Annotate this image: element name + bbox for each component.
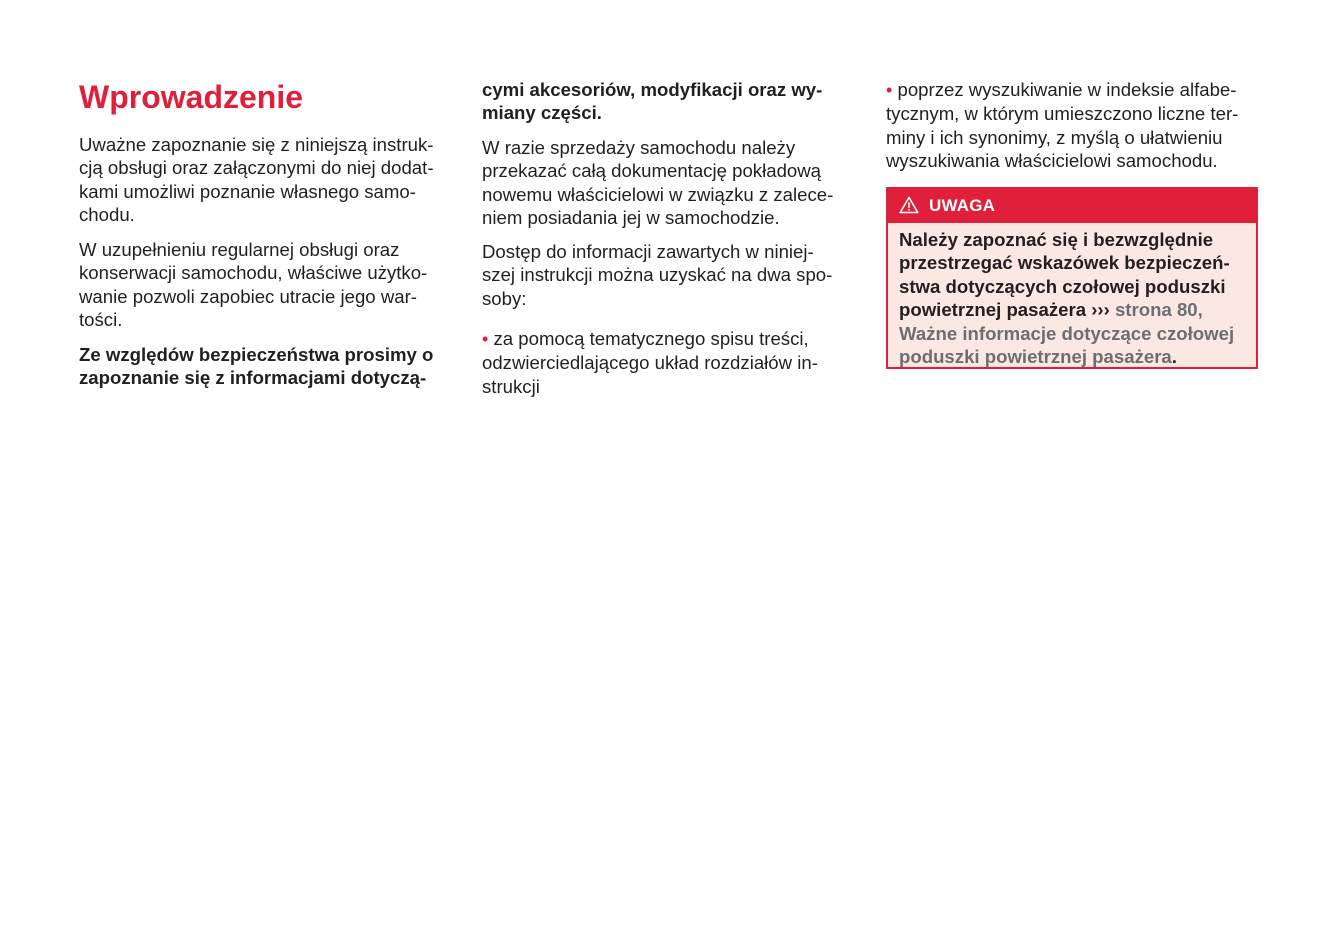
page-title: Wprowadzenie <box>79 79 304 115</box>
text-line: Uważne zapoznanie się z niniejszą instruk- <box>79 134 434 155</box>
bullet-item-toc <box>482 327 818 398</box>
safety-paragraph-continued <box>482 78 822 125</box>
text-line: stwa dotyczących czołowej poduszki <box>899 275 1226 297</box>
text-line: powietrznej pasażera <box>899 299 1087 321</box>
text-line: konserwacji samochodu, właściwe użytko- <box>79 262 428 284</box>
maintenance-paragraph <box>79 238 427 332</box>
text-line: tości. <box>79 309 123 331</box>
bullet-icon: • <box>482 329 489 349</box>
access-paragraph <box>482 240 832 310</box>
text-line: W uzupełnieniu regularnej obsługi oraz <box>79 239 400 260</box>
text-line: zapoznanie się z informacjami dotyczą- <box>79 367 427 389</box>
safety-paragraph <box>79 343 433 390</box>
text-line: Należy zapoznać się i bezwzględnie <box>899 229 1214 250</box>
text-line: strukcji <box>482 375 540 397</box>
text-line: miany części. <box>482 102 602 124</box>
warning-header <box>888 189 1256 223</box>
sale-paragraph <box>482 136 833 230</box>
text-line: szej instrukcji można uzyskać na dwa spo- <box>482 264 833 286</box>
text-line: tycznym, w którym umieszczono liczne ter- <box>886 103 1239 125</box>
text-line: niem posiadania jej w samochodzie. <box>482 207 780 229</box>
warning-box <box>886 187 1258 369</box>
text-line: wyszukiwania właścicielowi samochodu. <box>886 150 1218 172</box>
text-line: miny i ich synonimy, z myślą o ułatwieniu <box>886 126 1223 148</box>
warning-triangle-icon <box>899 196 919 214</box>
bullet-icon: • <box>886 80 893 100</box>
warning-title: UWAGA <box>929 196 996 215</box>
page-reference-link[interactable]: strona 80, <box>1114 299 1203 321</box>
text-line: chodu. <box>79 204 135 226</box>
text-line: przestrzegać wskazówek bezpieczeń- <box>899 252 1230 274</box>
text-line: W razie sprzedaży samochodu należy <box>482 137 796 158</box>
period: . <box>1171 346 1177 368</box>
text-line: soby: <box>482 287 527 309</box>
text-line: nowemu właścicielowi w związku z zalece- <box>482 183 834 205</box>
reference-arrows-icon: ››› <box>1091 299 1110 321</box>
page-reference-link[interactable]: Ważne informacje dotyczące czołowej <box>899 322 1235 344</box>
text-line: Ze względów bezpieczeństwa prosimy o <box>79 344 434 365</box>
warning-text <box>899 228 1234 368</box>
text-line: Dostęp do informacji zawartych w niniej- <box>482 241 814 262</box>
text-line: odzwierciedlającego układ rozdziałów in- <box>482 352 818 374</box>
text-line: przekazać całą dokumentację pokładową <box>482 160 822 182</box>
text-line: poprzez wyszukiwanie w indeksie alfabe- <box>897 79 1237 100</box>
text-line: kami umożliwi poznanie własnego samo- <box>79 180 416 202</box>
intro-paragraph <box>79 133 434 227</box>
page-reference-link[interactable]: poduszki powietrznej pasażera <box>899 346 1172 368</box>
text-line: cymi akcesoriów, modyfikacji oraz wy- <box>482 79 823 100</box>
text-line: wanie pozwoli zapobiec utracie jego war- <box>79 285 417 307</box>
text-line: za pomocą tematycznego spisu treści, <box>493 328 809 349</box>
bullet-item-index <box>886 78 1238 173</box>
text-line: cją obsługi oraz załączonymi do niej dodat- <box>79 157 434 179</box>
